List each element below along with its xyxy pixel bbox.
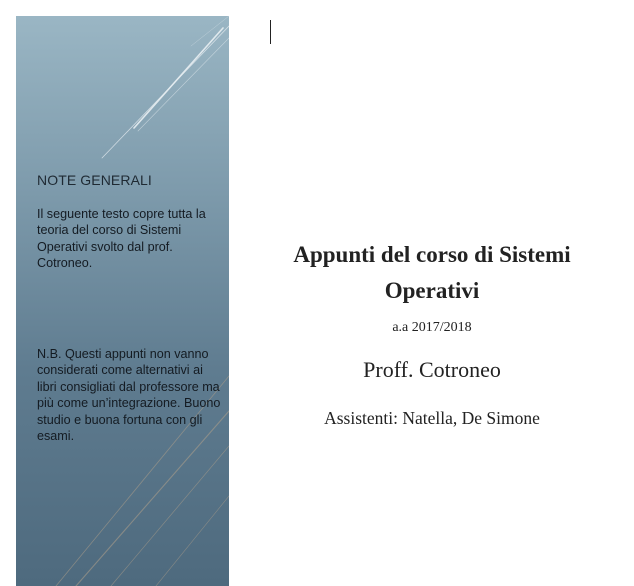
sidebar-paragraph-note: N.B. Questi appunti non vanno considerati come alternativi ai libri consigliati dal professore ma più come un’integrazione. Buono studio e buona fortuna con gli esami. (37, 347, 221, 444)
sidebar-heading: NOTE GENERALI (37, 172, 152, 188)
document-title: Appunti del corso di Sistemi Operativi (293, 242, 571, 303)
decorative-lines (16, 16, 229, 586)
professor-name: Proff. Cotroneo (363, 357, 501, 382)
sidebar-panel (16, 16, 229, 586)
text-cursor (270, 20, 271, 44)
sidebar-paragraph-intro: Il seguente testo copre tutta la teoria del corso di Sistemi Operativi svolto dal prof. Cotroneo. (37, 207, 206, 271)
assistants-names: Assistenti: Natella, De Simone (324, 408, 540, 428)
academic-year: a.a 2017/2018 (392, 320, 472, 335)
